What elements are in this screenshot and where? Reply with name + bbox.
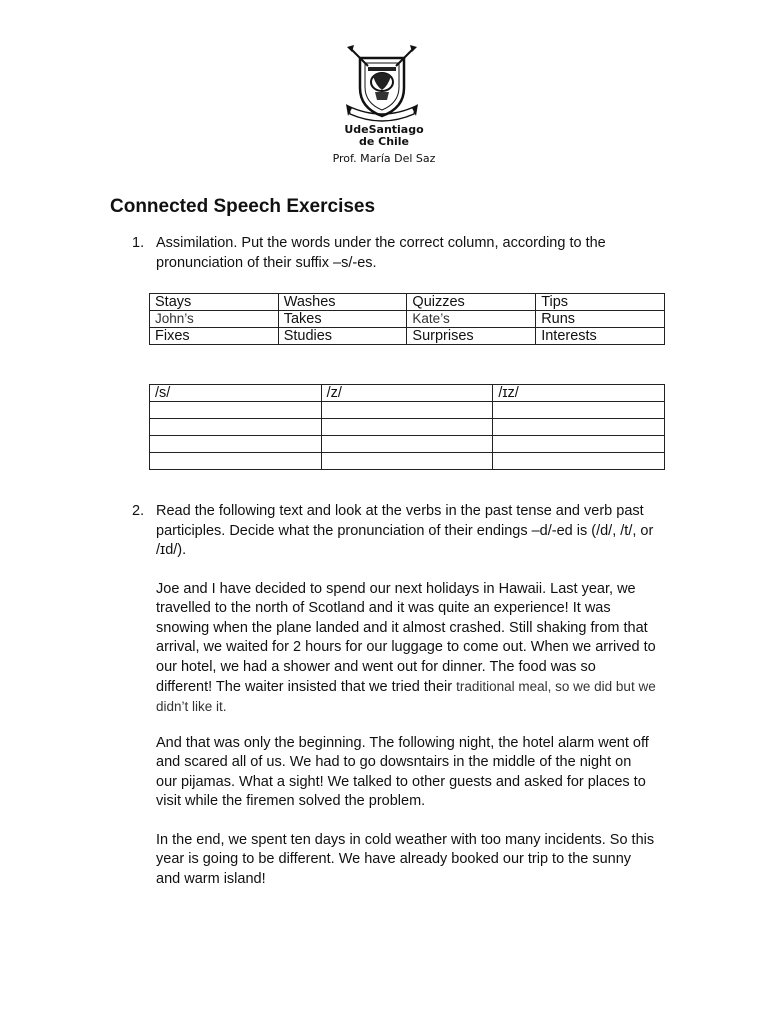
table-row xyxy=(150,402,665,419)
word-cell: Stays xyxy=(150,294,279,311)
answer-cell[interactable] xyxy=(150,453,322,470)
answer-cell[interactable] xyxy=(321,436,493,453)
answer-cell[interactable] xyxy=(321,453,493,470)
answer-cell[interactable] xyxy=(150,436,322,453)
exercise-1-text: Assimilation. Put the words under the correct column, according to the pronunciation of their suffix –s/-es. xyxy=(156,235,606,271)
answer-cell[interactable] xyxy=(493,419,665,436)
answer-cell[interactable] xyxy=(493,453,665,470)
passage-paragraph-1-main: Joe and I have decided to spend our next holidays in Hawaii. Last year, we travelled to the north of Scotland and it was quite an experience! It was snowing when the plane landed and it almost crashed. Still shaking from that arrival, we waited for 2 hours for our luggage to come out. When we arrived to our hotel, we had a shower and went out for dinner. The food was so different! The waiter insisted that we tried their xyxy=(156,581,656,696)
word-cell: John’s xyxy=(150,311,279,328)
passage-paragraph-1-end: traditional meal, so we did but we didn’t like it. xyxy=(156,679,656,715)
passage-paragraph-2: And that was only the beginning. The following night, the hotel alarm went off and scared all of us. We had to go dowsntairs in the middle of the night on our pijamas. What a sight! We talked to other guests and asked for places to visit while the firemen solved the problem. xyxy=(156,735,649,810)
university-crest-logo xyxy=(344,44,420,124)
word-cell: Washes xyxy=(278,294,407,311)
column-header-s: /s/ xyxy=(150,385,322,402)
answer-cell[interactable] xyxy=(150,402,322,419)
word-cell: Kate’s xyxy=(407,311,536,328)
passage-paragraph-1 xyxy=(156,580,656,718)
institution-line1: UdeSantiago xyxy=(344,123,424,136)
table-row xyxy=(150,311,665,328)
answer-cell[interactable] xyxy=(321,419,493,436)
table-row xyxy=(150,419,665,436)
answer-cell[interactable] xyxy=(493,402,665,419)
column-header-z: /z/ xyxy=(321,385,493,402)
word-cell: Fixes xyxy=(150,328,279,345)
table-header-row xyxy=(150,385,665,402)
word-cell: Tips xyxy=(536,294,665,311)
answer-cell[interactable] xyxy=(321,402,493,419)
exercise-1-number: 1. xyxy=(132,235,145,251)
institution-line2: de Chile xyxy=(358,135,410,148)
word-cell: Takes xyxy=(278,311,407,328)
exercise-2-number: 2. xyxy=(132,503,145,519)
column-header-iz: /ɪz/ xyxy=(493,385,665,402)
professor-name: Prof. María Del Saz xyxy=(332,152,436,165)
table-row xyxy=(150,294,665,311)
institution-name xyxy=(300,124,468,148)
word-cell: Quizzes xyxy=(407,294,536,311)
word-cell: Surprises xyxy=(407,328,536,345)
table-row xyxy=(150,436,665,453)
table-row xyxy=(150,453,665,470)
table-row xyxy=(150,328,665,345)
page-title: Connected Speech Exercises xyxy=(110,196,376,217)
word-cell: Runs xyxy=(536,311,665,328)
word-cell: Studies xyxy=(278,328,407,345)
answer-cell[interactable] xyxy=(493,436,665,453)
exercise-2-text: Read the following text and look at the verbs in the past tense and verb past participles. Decide what the pronunciation of their endings –d/-ed is (/d/, /t/, or /ɪd/). xyxy=(156,503,654,558)
passage-paragraph-3: In the end, we spent ten days in cold weather with too many incidents. So this year is going to be different. We have already booked our trip to the sunny and warm island! xyxy=(156,832,655,887)
word-cell: Interests xyxy=(536,328,665,345)
answer-cell[interactable] xyxy=(150,419,322,436)
answer-table xyxy=(149,384,665,470)
word-bank-table xyxy=(149,293,665,345)
